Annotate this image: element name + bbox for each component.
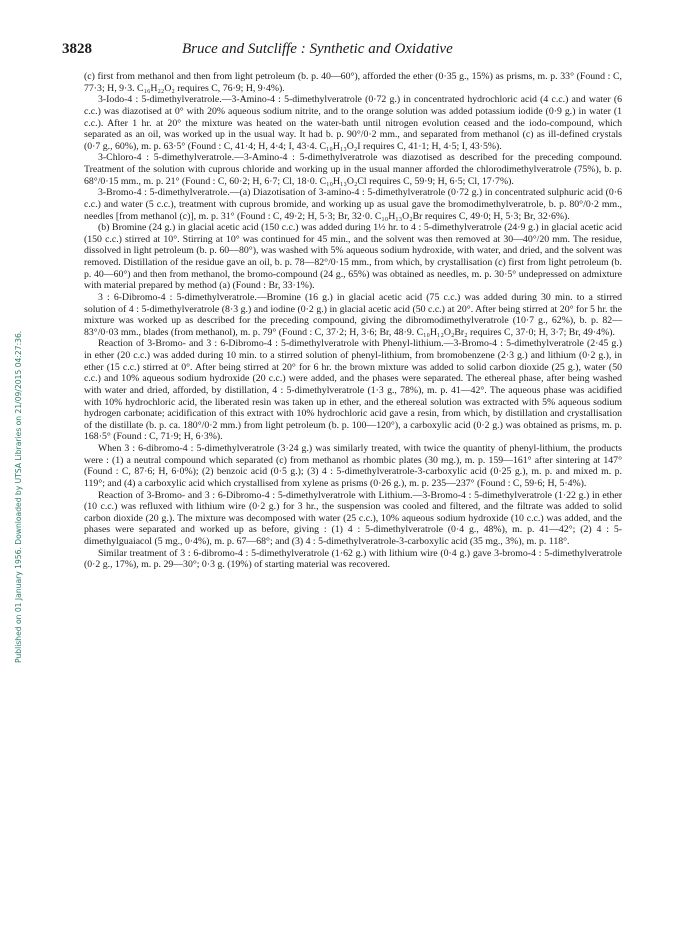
paragraph-bromo-method-a: 3-Bromo-4 : 5-dimethylveratrole.—(a) Diazotisation of 3-amino-4 : 5-dimethylveratrole (0·72 g.) in concentrated sulphuric acid (0·6 c.c.) and water (5 c.c.), treatment with cuprous bromide, and working up as usual gave the bromodimethylveratrole, b. p. 80°/0·2 mm., needles [from methanol (c)], m. p. 31° (Found : C, 49·2; H, 5·3; Br, 32·0. C₁₀H₁₃O₂Br requires C, 49·0; H, 5·3; Br, 32·6%). (84, 187, 622, 222)
body-text (84, 71, 622, 571)
paragraph-ether-continuation: (c) first from methanol and then from light petroleum (b. p. 40—60°), afforded the ether (0·35 g., 15%) as prisms, m. p. 33° (Found : C, 77·3; H, 9·3. C₁₆H₂₂O₂ requires C, 76·9; H, 9·4%). (84, 71, 622, 94)
download-watermark (4, 208, 23, 663)
download-watermark-text: Published on 01 January 1956. Downloaded by UTSA Libraries on 21/09/2015 04:27:36. (14, 330, 23, 663)
running-head: Bruce and Sutcliffe : Synthetic and Oxidative (182, 41, 453, 57)
paragraph-chloro-compound: 3-Chloro-4 : 5-dimethylveratrole.—3-Amino-4 : 5-dimethylveratrole was diazotised as described for the preceding compound. Treatment of the solution with cuprous chloride and working up in the usual manner afforded the chlorodimethylveratrole (75%), b. p. 68°/0·15 mm., m. p. 21° (Found : C, 60·2; H, 6·7; Cl, 18·0. C₁₀H₁₃O₂Cl requires C, 59·9; H, 6·5; Cl, 17·7%). (84, 152, 622, 187)
paragraph-dibromo-lithium: Similar treatment of 3 : 6-dibromo-4 : 5-dimethylveratrole (1·62 g.) with lithium wire (0·4 g.) gave 3-bromo-4 : 5-dimethylveratrole (0·2 g., 17%), m. p. 29—30°; 0·3 g. (19%) of starting material was recovered. (84, 547, 622, 571)
paragraph-iodo-compound: 3-Iodo-4 : 5-dimethylveratrole.—3-Amino-4 : 5-dimethylveratrole (0·72 g.) in concentrated hydrochloric acid (4 c.c.) and water (6 c.c.) was diazotised at 0° with 20% aqueous sodium nitrite, and to the orange solution was added potassium iodide (0·9 g.) in water (1 c.c.). After 1 hr. at 20° the mixture was heated on the water-bath until nitrogen evolution ceased and the iodo-compound, which separated as an oil, was worked up in the usual way. It had b. p. 90°/0·2 mm., and separated from methanol (c) as ill-defined crystals (0·7 g., 60%), m. p. 63·5° (Found : C, 41·4; H, 4·4; I, 43·4. C₁₀H₁₃O₂I requires C, 41·1; H, 4·5; I, 43·5%). (84, 94, 622, 152)
page-header (62, 41, 622, 63)
paragraph-phenyl-lithium-reaction: Reaction of 3-Bromo- and 3 : 6-Dibromo-4 : 5-dimethylveratrole with Phenyl-lithium.—3-Bromo-4 : 5-dimethylveratrole (2·45 g.) in ether (20 c.c.) was added during 10 min. to a stirred solution of phenyl-lithium, from bromobenzene (2·3 g.) and lithium (0·2 g.), in ether (15 c.c.) stirred at 0°. After being stirred at 20° for 6 hr. the brown mixture was added to solid carbon dioxide (25 g.), water (50 c.c.) and 10% aqueous sodium hydroxide (20 c.c.) were added, and the phases were separated. The ethereal phase, after being washed with water and dried, afforded, by distillation, 4 : 5-dimethylveratrole (1·3 g., 78%), m. p. 41—42°. The aqueous phase was acidified with 10% hydrochloric acid, the liberated resin was taken up in ether, and the ethereal solution was extracted with 5% aqueous sodium hydrogen carbonate; acidification of this extract with 10% hydrochloric acid gave a resin, from which, by distillation and crystallisation of the distillate (b. p. ca. 180°/0·2 mm.) from light petroleum (b. p. 100—120°), a carboxylic acid (0·2 g.) was obtained as prisms, m. p. 168·5° (Found : C, 71·9; H, 6·3%). (84, 338, 622, 443)
paragraph-dibromo-compound: 3 : 6-Dibromo-4 : 5-dimethylveratrole.—Bromine (16 g.) in glacial acetic acid (75 c.c.) was added during 30 min. to a stirred solution of 4 : 5-dimethylveratrole (8·3 g.) and iodine (0·2 g.) in glacial acetic acid (50 c.c.) at 20°. After being stirred at 20° for 5 hr. the mixture was worked up as described for the preceding compound, giving the dibromodimethylveratrole (10·7 g., 62%), b. p. 82—83°/0·03 mm., blades (from methanol), m. p. 79° (Found : C, 37·2; H, 3·6; Br, 48·9. C₁₀H₁₂O₂Br₂ requires C, 37·0; H, 3·7; Br, 49·4%). (84, 291, 622, 338)
paragraph-dibromo-phenyl-lithium: When 3 : 6-dibromo-4 : 5-dimethylveratrole (3·24 g.) was similarly treated, with twice the quantity of phenyl-lithium, the products were : (1) a neutral compound which separated (c) from methanol as rhombic plates (30 mg.), m. p. 159—161° after sintering at 147° (Found : C, 87·6; H, 6·0%); (2) benzoic acid (0·5 g.); (3) 4 : 5-dimethylveratrole-3-carboxylic acid (0·25 g.), m. p. and mixed m. p. 119°; and (4) a carboxylic acid which crystallised from xylene as prisms (0·26 g.), m. p. 235—237° (Found : C, 59·6; H, 5·4%). (84, 443, 622, 489)
paragraph-bromo-method-b: (b) Bromine (24 g.) in glacial acetic acid (150 c.c.) was added during 1½ hr. to 4 : 5-dimethylveratrole (24·9 g.) in glacial acetic acid (150 c.c.) stirred at 10°. Stirring at 10° was continued for 45 min., and the solvent was then removed at 30—40°/20 mm. The residue, dissolved in light petroleum (b. p. 60—80°), was washed with 5% aqueous sodium hydroxide, with water, and dried, and the solvent was removed. Distillation of the residue gave an oil, b. p. 78—82°/0·15 mm., from which, by crystallisation (c) first from light petroleum (b. p. 40—60°) and then from methanol, the bromo-compound (24 g., 65%) was obtained as needles, m. p. 30·5° undepressed on admixture with material prepared by method (a) (Found : Br, 33·1%). (84, 222, 622, 292)
page-number: 3828 (62, 41, 92, 57)
paragraph-lithium-reaction: Reaction of 3-Bromo- and 3 : 6-Dibromo-4 : 5-dimethylveratrole with Lithium.—3-Bromo-4 : 5-dimethylveratrole (1·22 g.) in ether (10 c.c.) was refluxed with lithium wire (0·2 g.) for 3 hr., the suspension was cooled and filtered, and the filtrate was added to solid carbon dioxide (20 g.). The mixture was decomposed with water (25 c.c.), 10% aqueous sodium hydroxide (10 c.c.) was added, and the phases were separated and worked up as before, giving : (1) 4 : 5-dimethylveratrole (0·4 g., 48%), m. p. 41—42°; (2) 4 : 5-dimethylguaiacol (5 mg., 0·4%), m. p. 67—68°; and (3) 4 : 5-dimethylveratrole-3-carboxylic acid (35 mg., 3%), m. p. 118°. (84, 489, 622, 547)
